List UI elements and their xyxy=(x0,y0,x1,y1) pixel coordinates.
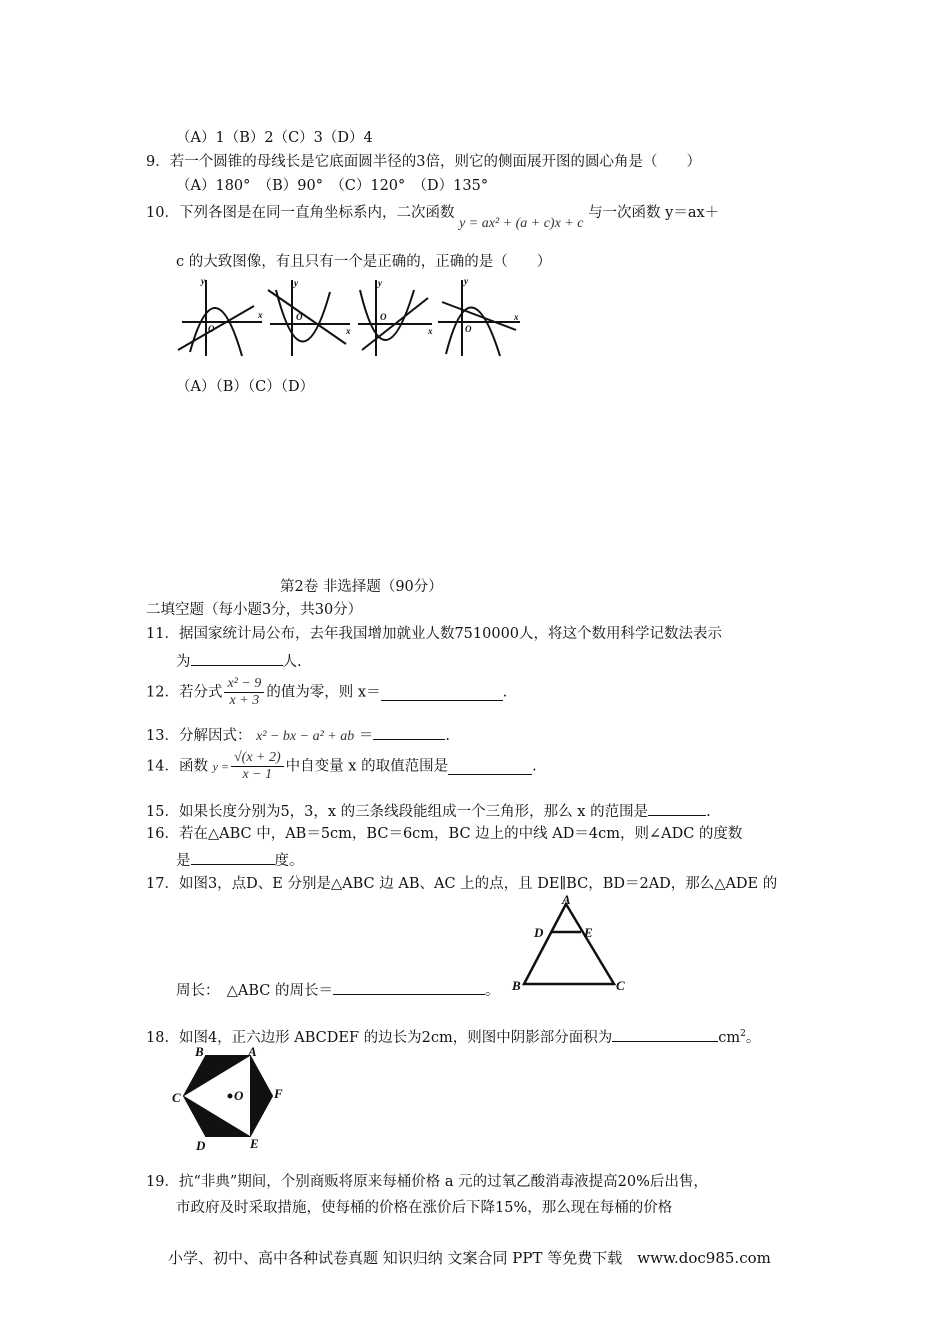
q14-answer-blank[interactable] xyxy=(448,759,532,775)
q18-hexagon-figure xyxy=(168,1044,292,1154)
q18-label-b: B xyxy=(195,1044,204,1059)
section-title: 二填空题（每小题3分，共30分） xyxy=(146,602,363,618)
q9-text: 9．若一个圆锥的母线长是它底面圆半径的3倍，则它的侧面展开图的圆心角是（ ） xyxy=(146,154,701,170)
graph-d-y-label: y xyxy=(464,276,468,286)
q15-pre: 15．如果长度分别为5，3，x 的三条线段能组成一个三角形，那么 x 的范围是 xyxy=(146,804,649,820)
q13-answer-blank[interactable] xyxy=(373,724,445,740)
part2-title: 第2卷 非选择题（90分） xyxy=(280,579,443,595)
graph-d xyxy=(438,280,520,356)
q14-pre: 14．函数 xyxy=(146,758,208,775)
q13-mid: ＝ xyxy=(358,728,374,744)
q15-answer-blank[interactable] xyxy=(648,800,706,816)
q13-expression: x² − bx − a² + ab xyxy=(256,729,355,744)
q18-unit: cm xyxy=(718,1029,741,1046)
q18-label-a: A xyxy=(248,1044,257,1059)
q18-unit-sup: 2 xyxy=(740,1029,746,1039)
q18-pre: 18．如图4，正六边形 ABCDEF 的边长为2cm，则图中阴影部分面积为 xyxy=(146,1029,613,1046)
q11-line1: 11．据国家统计局公布，去年我国增加就业人数7510000人，将这个数用科学记数法表示 xyxy=(146,626,723,642)
q13 xyxy=(146,724,450,747)
q14-numerator: √(x + 2) xyxy=(231,750,284,767)
q18-label-e: E xyxy=(250,1136,259,1151)
q12-numerator: x² − 9 xyxy=(224,676,264,693)
q17-label-a: A xyxy=(562,892,571,907)
q13-post: . xyxy=(445,728,450,744)
graph-b-y-label: y xyxy=(294,278,298,288)
q17-label-d: D xyxy=(534,925,544,940)
q11-post: 人. xyxy=(282,654,302,670)
q15-post: . xyxy=(706,804,711,820)
q10-suffix: 与一次函数 y＝ax＋ xyxy=(588,205,720,221)
q18-label-f: F xyxy=(274,1086,283,1101)
q10-line1 xyxy=(146,203,720,231)
q18-label-c: C xyxy=(172,1090,181,1105)
q14-fraction xyxy=(231,750,284,783)
q14 xyxy=(146,750,537,783)
q18-post: 。 xyxy=(745,1029,761,1046)
q15 xyxy=(146,800,711,822)
q17-line2 xyxy=(176,979,500,1001)
q14-y: y = xyxy=(212,759,229,774)
q11-pre: 为 xyxy=(176,654,191,670)
graph-a-y-label: y xyxy=(201,276,205,286)
q12-mid: 的值为零，则 x＝ xyxy=(266,684,381,701)
q19-line2: 市政府及时采取措施，使每桶的价格在涨价后下降15%，那么现在每桶的价格 xyxy=(176,1200,673,1216)
q8-options: （A）1（B）2（C）3（D）4 xyxy=(176,130,373,146)
graph-a xyxy=(178,280,262,356)
q18-answer-blank[interactable] xyxy=(612,1026,718,1042)
q13-pre: 13．分解因式： xyxy=(146,728,252,744)
q17-post: 。 xyxy=(485,983,500,999)
graph-c-x-label: x xyxy=(428,326,433,336)
q12 xyxy=(146,676,507,709)
q10-formula: y = ax² + (a + c)x + c xyxy=(459,216,584,231)
q19-line1: 19．抗“非典”期间，个别商贩将原来每桶价格 a 元的过氧乙酸消毒液提高20%后出售， xyxy=(146,1174,708,1190)
q17-label-e: E xyxy=(584,925,593,940)
q11-line2 xyxy=(176,650,302,672)
q17-line1: 17．如图3，点D、E 分别是△ABC 边 AB、AC 上的点，且 DE∥BC，BD＝2AD，那么△ADE 的 xyxy=(146,876,778,892)
q12-denominator: x + 3 xyxy=(229,693,260,708)
q12-pre: 12．若分式 xyxy=(146,684,223,701)
q11-answer-blank[interactable] xyxy=(191,650,283,666)
q12-post: . xyxy=(502,684,508,701)
q16-line1: 16．若在△ABC 中，AB＝5cm，BC＝6cm，BC 边上的中线 AD＝4cm，则∠ADC 的度数 xyxy=(146,826,743,842)
q14-denominator: x − 1 xyxy=(242,767,273,782)
graph-d-x-label: x xyxy=(514,312,519,322)
q17-triangle-figure xyxy=(506,892,630,996)
q18-label-o: O xyxy=(234,1088,244,1103)
page-footer: 小学、初中、高中各种试卷真题 知识归纳 文案合同 PPT 等免费下载 www.doc985.com xyxy=(168,1249,771,1267)
q14-mid: 中自变量 x 的取值范围是 xyxy=(285,758,449,775)
graph-b-x-label: x xyxy=(346,326,351,336)
graph-d-origin-label: O xyxy=(465,324,472,334)
q16-line2 xyxy=(176,849,304,871)
graph-c-origin-label: O xyxy=(380,312,387,322)
q17-answer-blank[interactable] xyxy=(333,979,485,995)
graph-c xyxy=(358,280,432,356)
q10-graphs xyxy=(170,272,535,362)
q17-label-c: C xyxy=(616,978,625,993)
q10-line2: c 的大致图像，有且只有一个是正确的，正确的是（ ） xyxy=(176,254,552,270)
q14-post: . xyxy=(532,758,537,775)
q12-answer-blank[interactable] xyxy=(381,685,503,701)
q16-answer-blank[interactable] xyxy=(191,849,275,865)
q17-label-b: B xyxy=(512,978,521,993)
q18-label-d: D xyxy=(196,1138,206,1153)
graph-c-y-label: y xyxy=(378,278,382,288)
q10-prefix: 10．下列各图是在同一直角坐标系内，二次函数 xyxy=(146,205,455,221)
q16-post: 度。 xyxy=(274,853,304,869)
graph-a-x-label: x xyxy=(258,310,263,320)
q12-fraction xyxy=(224,676,264,709)
graph-a-origin-label: O xyxy=(208,324,215,334)
graph-b-origin-label: O xyxy=(296,312,303,322)
q17-pre: 周长： △ABC 的周长＝ xyxy=(176,983,333,999)
q10-options: （A）（B）（C）（D） xyxy=(176,379,315,395)
q9-options: （A）180° （B）90° （C）120° （D）135° xyxy=(176,178,489,194)
q16-pre: 是 xyxy=(176,853,191,869)
graph-b xyxy=(268,280,350,356)
